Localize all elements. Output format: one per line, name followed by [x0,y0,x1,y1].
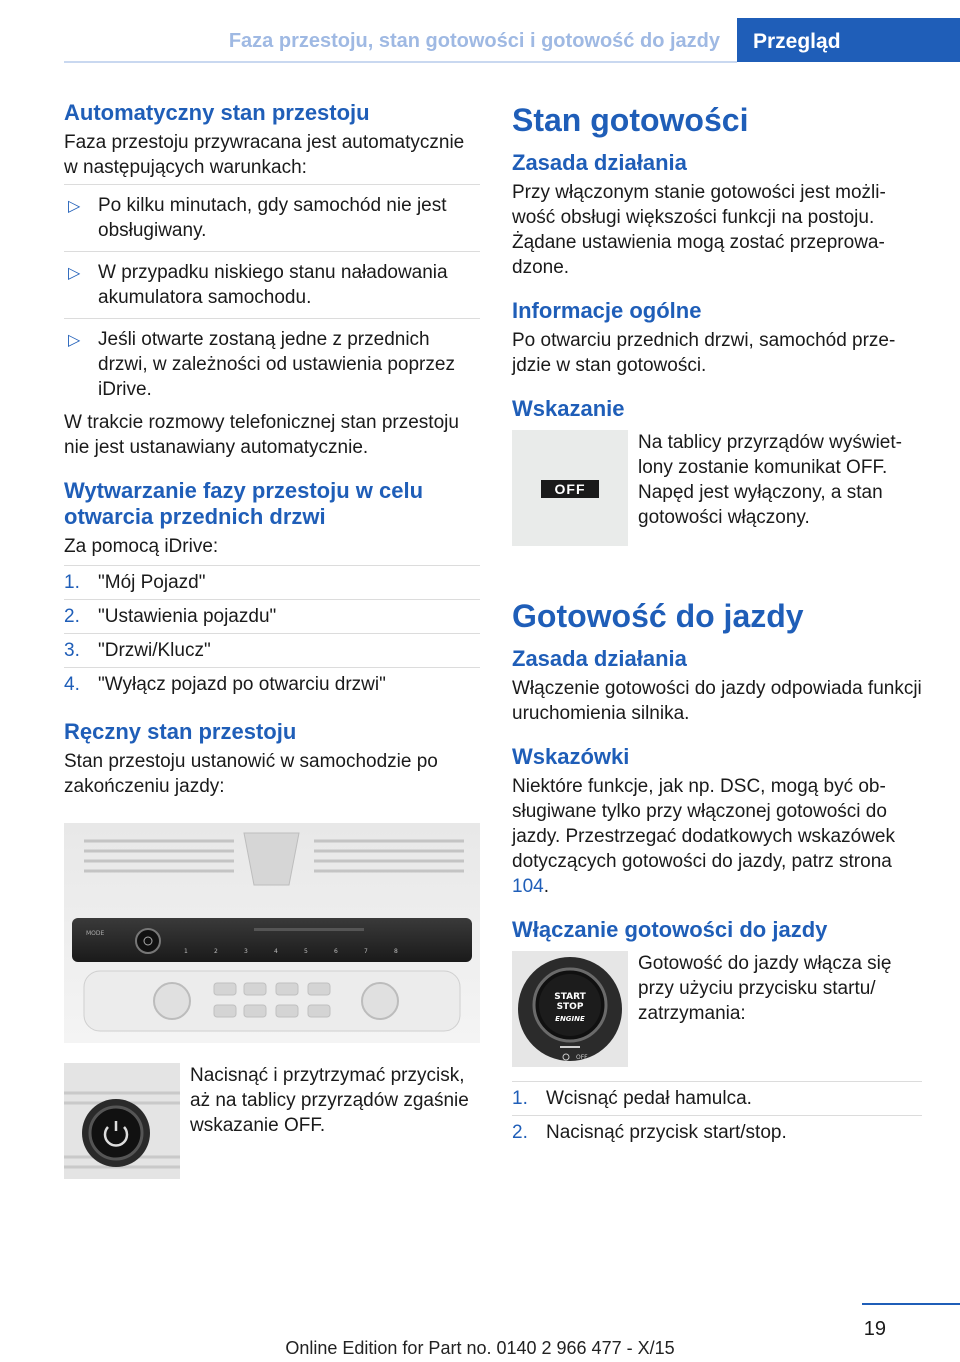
svg-text:ENGINE: ENGINE [555,1015,585,1023]
power-button-row [64,1063,480,1179]
svg-text:8: 8 [394,948,398,955]
header-divider [64,61,737,63]
standby-display-heading: Wskazanie [512,396,625,421]
power-button-caption: Nacisnąć i przytrzymać przycisk, aż na tablicy przyrządów zgaśnie wskazanie OFF. [190,1065,469,1136]
list-item: ▷ Jeśli otwarte zostaną jedne z przednich drzwi, w zależności od ustawienia poprzez iDrive. [64,318,480,410]
svg-text:3: 3 [244,948,248,955]
drive-enable-heading: Włączanie gotowości do jazdy [512,917,828,942]
standby-info-text: Po otwarciu przednich drzwi, samochód przejdzie w stan gotowości. [512,330,896,376]
start-stop-button-image [512,951,628,1067]
right-column [512,100,922,1149]
chapter-title: Faza przestoju, stan gotowości i gotowość do jazdy [228,30,720,52]
standby-principle-text: Przy włączonym stanie gotowości jest możliwość obsługi większości funkcji na postoju. Żądane ustawienia mogą zostać przeprowadzone. [512,182,886,278]
door-standby-intro: Za pomocą iDrive: [64,536,219,557]
triangle-bullet-icon: ▷ [68,265,81,282]
manual-standby-intro: Stan przestoju ustanowić w samochodzie po zakończeniu jazdy: [64,751,438,797]
svg-text:4: 4 [274,948,278,955]
svg-text:OFF: OFF [576,1054,588,1061]
standby-title: Stan gotowości [512,102,749,138]
off-badge: OFF [541,480,599,498]
list-item: 2. Nacisnąć przycisk start/stop. [512,1115,922,1149]
footer-divider [862,1303,960,1305]
standby-display-text: Na tablicy przyrządów wyświetlony zostanie komunikat OFF. Napęd jest wyłączony, a stan gotowości włączony. [638,432,902,528]
door-standby-heading: Wytwarzanie fazy przestoju w celu otwarcia przednich drzwi [64,478,424,529]
list-item: 4. "Wyłącz pojazd po otwarciu drzwi" [64,667,480,701]
auto-standby-note: W trakcie rozmowy telefonicznej stan przestoju nie jest ustanawiany automatycznie. [64,412,459,458]
drive-hints-text: Niektóre funkcje, jak np. DSC, mogą być obsługiwane tylko przy włączonej gotowości do jazdy. Przestrzegać dodatkowych wskazówek dotyczących gotowości do jazdy, patrz strona 104. [512,776,895,897]
drive-enable-steps [512,1081,922,1149]
drive-principle-text: Włączenie gotowości do jazdy odpowiada funkcji uruchomienia silnika. [512,678,922,724]
left-column [64,100,480,1179]
start-stop-row [512,951,922,1067]
list-item: 2. "Ustawienia pojazdu" [64,599,480,633]
auto-standby-heading: Automatyczny stan przestoju [64,100,370,125]
footer-edition-text: Online Edition for Part no. 0140 2 966 477 - X/15 [285,1338,675,1358]
triangle-bullet-icon: ▷ [68,332,81,349]
svg-text:1: 1 [184,948,188,955]
standby-info-heading: Informacje ogólne [512,298,702,323]
svg-text:5: 5 [304,948,308,955]
list-item: ▷ W przypadku niskiego stanu naładowania akumulatora samochodu. [64,251,480,318]
page-number: 19 [863,1318,886,1340]
svg-text:STOP: STOP [556,1002,584,1012]
standby-principle-heading: Zasada działania [512,150,687,175]
drive-ready-title: Gotowość do jazdy [512,598,804,634]
section-tab[interactable]: Przegląd [737,18,960,62]
auto-standby-intro: Faza przestoju przywracana jest automatycznie w następujących warunkach: [64,132,465,178]
list-item: 1. "Mój Pojazd" [64,565,480,599]
door-standby-steps [64,565,480,701]
off-display-image [512,430,628,546]
drive-hints-heading: Wskazówki [512,744,630,769]
drive-principle-heading: Zasada działania [512,646,687,671]
list-item: 3. "Drzwi/Klucz" [64,633,480,667]
manual-standby-heading: Ręczny stan przestoju [64,719,297,744]
drive-enable-text: Gotowość do jazdy włącza się przy użyciu przycisku startu/ zatrzymania: [638,953,892,1024]
standby-display-row [512,430,922,546]
list-item: ▷ Po kilku minutach, gdy samochód nie jest obsługiwany. [64,184,480,251]
svg-text:2: 2 [214,948,218,955]
power-button-image [64,1063,180,1179]
page-header [0,0,960,64]
mode-label: MODE [86,930,105,937]
page-reference-link[interactable]: 104 [512,876,544,897]
list-item: 1. Wcisnąć pedał hamulca. [512,1081,922,1115]
auto-standby-list [64,184,480,410]
center-console-image [64,823,480,1043]
triangle-bullet-icon: ▷ [68,198,81,215]
svg-text:7: 7 [364,948,368,955]
svg-text:6: 6 [334,948,338,955]
svg-text:START: START [554,992,586,1002]
